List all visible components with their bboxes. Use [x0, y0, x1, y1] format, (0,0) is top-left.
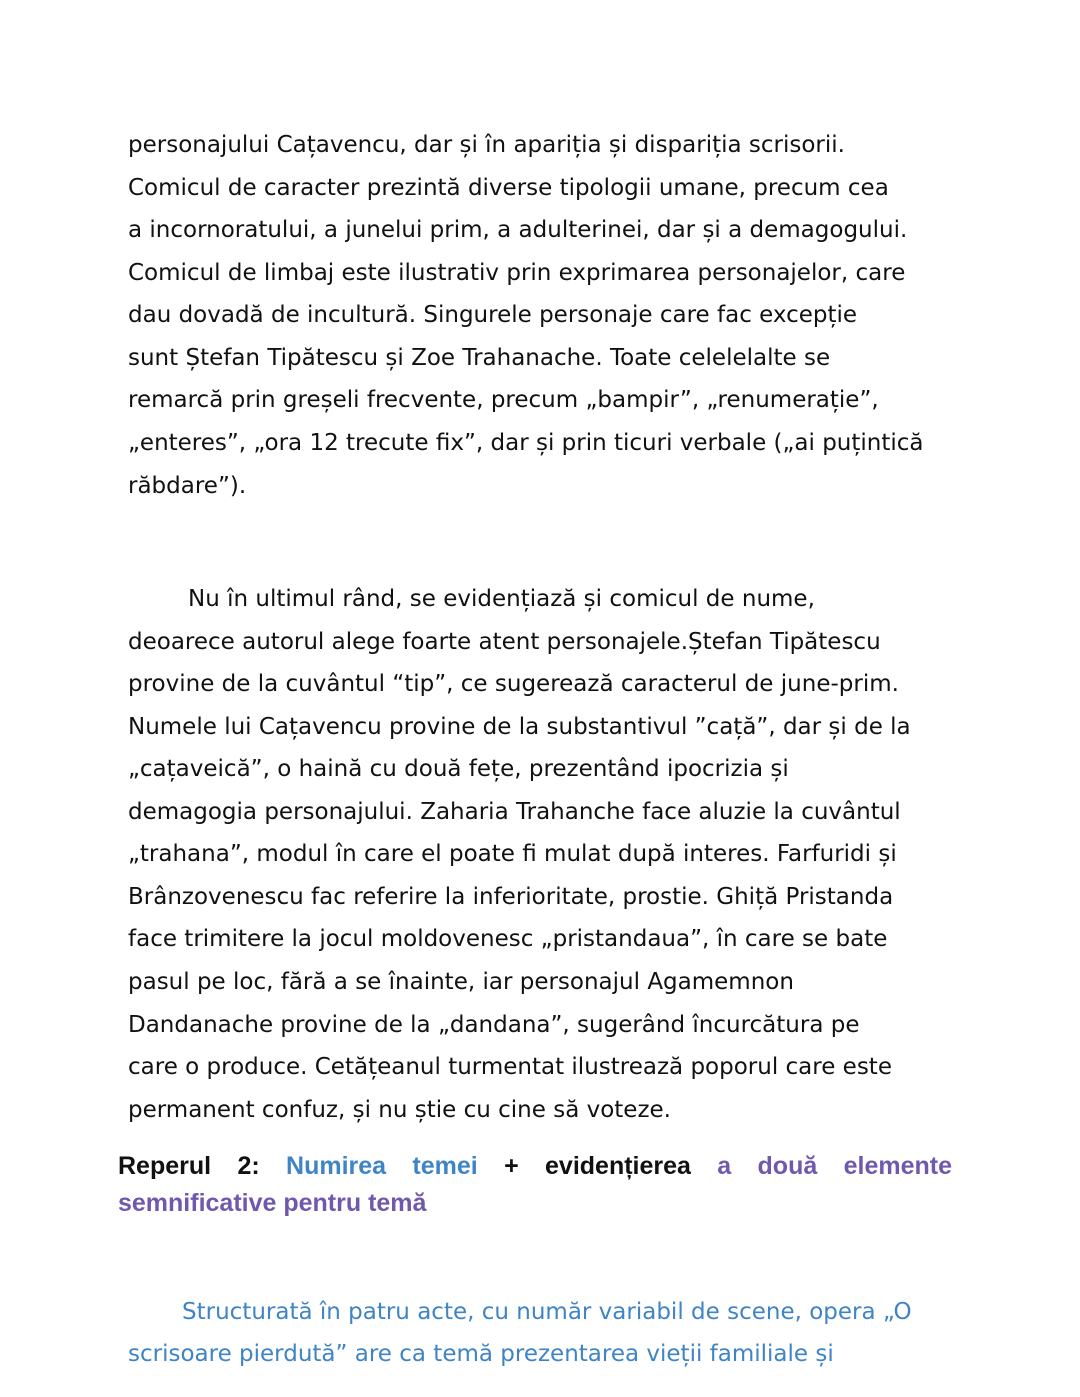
text-line: a incornoratului, a junelui prim, a adulterinei, dar și a demagogului. — [128, 217, 908, 243]
text-line: răbdare”). — [128, 473, 247, 499]
text-line: face trimitere la jocul moldovenesc „pristandaua”, în care se bate — [128, 926, 888, 952]
text-line: Comicul de limbaj este ilustrativ prin exprimarea personajelor, care — [128, 260, 906, 286]
text-line: Structurată în patru acte, cu număr variabil de scene, opera „O — [182, 1299, 912, 1325]
text-line: dau dovadă de incultură. Singurele personaje care fac excepție — [128, 302, 858, 328]
text-line: „cațaveică”, o haină cu două fețe, prezentând ipocrizia și — [128, 756, 789, 782]
text-line: deoarece autorul alege foarte atent personajele.Ștefan Tipătescu — [128, 629, 881, 655]
text-line: sunt Ștefan Tipătescu și Zoe Trahanache. Toate celelelalte se — [128, 345, 831, 371]
text-line: care o produce. Cetățeanul turmentat ilustrează poporul care este — [128, 1054, 892, 1080]
text-line: remarcă prin greșeli frecvente, precum „bampir”, „renumerație”, — [128, 387, 879, 413]
heading-word: evidențierea — [545, 1152, 691, 1180]
heading-word: Numirea — [286, 1152, 387, 1180]
text-line: „trahana”, modul în care el poate fi mulat după interes. Farfuridi și — [128, 841, 897, 867]
heading-word: elemente — [843, 1152, 952, 1180]
text-line: Dandanache provine de la „dandana”, sugerând încurcătura pe — [128, 1012, 860, 1038]
heading-word: a — [717, 1152, 732, 1180]
text-line: demagogia personajului. Zaharia Trahanche face aluzie la cuvântul — [128, 799, 901, 825]
heading-word: temei — [412, 1152, 478, 1180]
text-line: provine de la cuvântul “tip”, ce sugerează caracterul de june-prim. — [128, 671, 899, 697]
text-line: Comicul de caracter prezintă diverse tipologii umane, precum cea — [128, 175, 889, 201]
text-line: scrisoare pierdută” are ca temă prezentarea vieții familiale și — [128, 1341, 834, 1367]
text-line: personajului Cațavencu, dar și în apariția și dispariția scrisorii. — [128, 132, 845, 158]
text-line: Brânzovenescu fac referire la inferioritate, prostie. Ghiță Pristanda — [128, 884, 894, 910]
heading-word: 2: — [237, 1152, 260, 1180]
heading-word: două — [757, 1152, 818, 1180]
section-heading — [118, 1151, 952, 1218]
heading-line-1 — [118, 1151, 952, 1181]
text-line: „enteres”, „ora 12 trecute fix”, dar și prin ticuri verbale („ai puțintică — [128, 430, 924, 456]
text-line: Nu în ultimul rând, se evidențiază și comicul de nume, — [188, 586, 815, 612]
text-line: pasul pe loc, fără a se înainte, iar personajul Agamemnon — [128, 969, 794, 995]
heading-word: + — [504, 1152, 519, 1180]
heading-word: Reperul — [118, 1152, 212, 1180]
text-line: permanent confuz, și nu știe cu cine să voteze. — [128, 1097, 671, 1123]
heading-line-2: semnificative pentru temă — [118, 1189, 427, 1217]
text-line: Numele lui Cațavencu provine de la substantivul ”cață”, dar și de la — [128, 714, 911, 740]
